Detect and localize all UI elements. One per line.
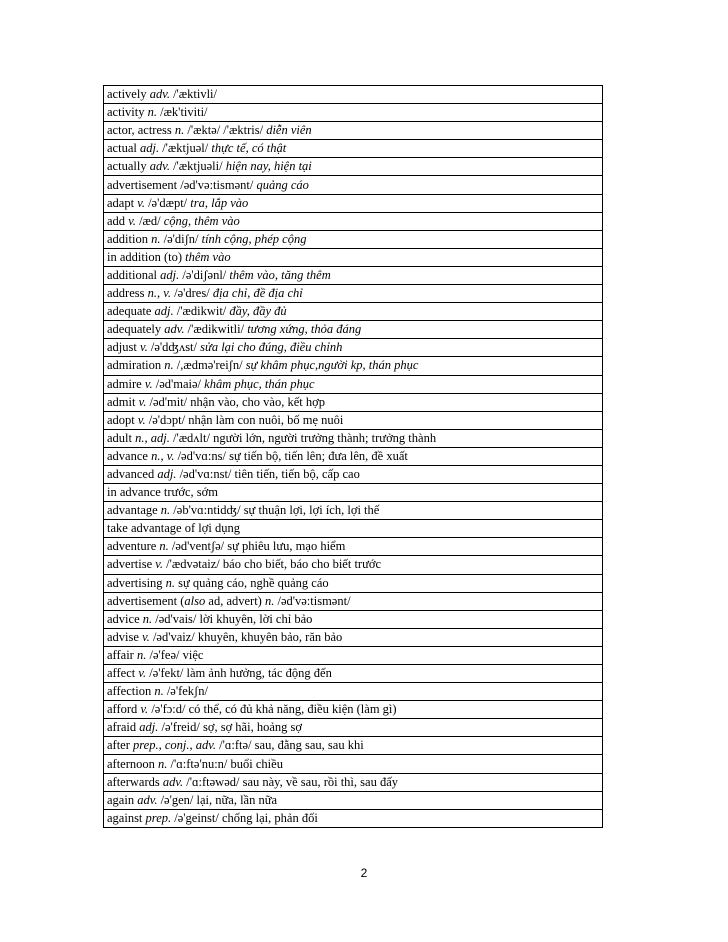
entry-cell — [104, 538, 603, 556]
entry-word: additional — [107, 267, 157, 282]
entry-word: actual — [107, 141, 137, 156]
entry-cell — [104, 755, 603, 773]
entry-meaning: lời khuyên, lời chỉ bảo — [199, 611, 313, 626]
entry-pos: n. — [164, 358, 174, 373]
entry-word: advance — [107, 448, 148, 463]
entry-word: afternoon — [107, 756, 155, 771]
entry-word: advertising — [107, 575, 163, 590]
entry-meaning: người lớn, người trưởng thành; trưởng thành — [213, 430, 437, 445]
entry-ipa: /əd'maiə/ — [155, 376, 202, 391]
table-row — [104, 104, 603, 122]
entry-pos: n. — [151, 231, 161, 246]
table-row — [104, 556, 603, 574]
entry-word: again — [107, 792, 135, 807]
entry-pos: v. — [155, 557, 163, 572]
entry-cell — [104, 628, 603, 646]
entry-cell — [104, 429, 603, 447]
entry-cell — [104, 411, 603, 429]
entry-meaning: cộng, thêm vào — [163, 213, 240, 228]
entry-word: in advance — [107, 485, 161, 500]
entry-also-label: also — [184, 593, 206, 608]
entry-cell — [104, 230, 603, 248]
vocabulary-table — [103, 85, 603, 828]
entry-pos: v. — [138, 394, 147, 409]
entry-ipa: /ə'geinst/ — [174, 810, 219, 825]
entry-meaning: sự quảng cáo, nghề quảng cáo — [178, 575, 329, 590]
entry-meaning: trước, sớm — [163, 485, 218, 500]
entry-cell: advertisement (also ad, advert) n. /əd'və:tismənt/ — [104, 592, 603, 610]
entry-word: addition — [107, 231, 148, 246]
entry-meaning: báo cho biết, báo cho biết trước — [222, 557, 382, 572]
entry-word: advertisement — [107, 177, 178, 192]
entry-meaning: có thể, có đủ khả năng, điều kiện (làm gì) — [188, 702, 397, 717]
entry-cell — [104, 502, 603, 520]
entry-meaning: nhận làm con nuôi, bố mẹ nuôi — [188, 412, 344, 427]
entry-word: after — [107, 738, 130, 753]
entry-ipa: /'ædʌlt/ — [172, 430, 210, 445]
entry-word: address — [107, 286, 145, 301]
entry-pos: adj. — [157, 467, 177, 482]
entry-ipa: /'æktivli/ — [173, 87, 218, 102]
entry-meaning: sự khâm phục,người kp, thán phục — [245, 358, 419, 373]
table-row — [104, 809, 603, 827]
table-row — [104, 158, 603, 176]
entry-cell — [104, 556, 603, 574]
entry-pos: n. — [264, 593, 275, 608]
entry-pos: n. — [165, 575, 176, 590]
entry-pos: v. — [142, 629, 150, 644]
entry-meaning: tra, lắp vào — [190, 195, 249, 210]
entry-ipa: /æd/ — [139, 213, 161, 228]
entry-cell — [104, 194, 603, 212]
entry-meaning: hiện nay, hiện tại — [225, 159, 312, 174]
entry-cell — [104, 122, 603, 140]
entry-cell — [104, 791, 603, 809]
entry-word: against — [107, 810, 143, 825]
table-row — [104, 484, 603, 502]
entry-ipa: /'ɑ:ftəwəd/ — [186, 774, 240, 789]
entry-cell — [104, 737, 603, 755]
entry-pos: n., v. — [151, 448, 175, 463]
entry-cell — [104, 574, 603, 592]
entry-cell — [104, 773, 603, 791]
entry-ipa: /'æktjuəli/ — [173, 159, 223, 174]
entry-pos: adv. — [149, 87, 170, 102]
entry-meaning: sự tiến bộ, tiến lên; đưa lên, đề xuất — [229, 448, 408, 463]
entry-ipa: /əd'vɑ:ns/ — [177, 448, 226, 463]
entry-ipa: /əd'vaiz/ — [152, 629, 195, 644]
page-number: 2 — [360, 866, 368, 880]
entry-ipa: /ə'gen/ — [160, 792, 194, 807]
table-row — [104, 773, 603, 791]
entry-cell — [104, 465, 603, 483]
entry-meaning: thêm vào — [185, 249, 231, 264]
table-row — [104, 285, 603, 303]
table-row — [104, 321, 603, 339]
entry-cell — [104, 701, 603, 719]
table-row — [104, 230, 603, 248]
entry-ipa: /əd'və:tismənt/ — [277, 593, 351, 608]
table-row — [104, 719, 603, 737]
table-row — [104, 646, 603, 664]
entry-ipa: /əd'mit/ — [149, 394, 188, 409]
table-row — [104, 393, 603, 411]
entry-cell — [104, 357, 603, 375]
table-row — [104, 266, 603, 284]
entry-word: actively — [107, 87, 147, 102]
entry-meaning: khâm phục, thán phục — [204, 376, 315, 391]
entry-pos: v. — [137, 412, 146, 427]
entry-word: advice — [107, 611, 140, 626]
entry-word: take advantage of — [107, 521, 196, 536]
table-row — [104, 791, 603, 809]
table-row — [104, 411, 603, 429]
entry-ipa: /ə'diʃənl/ — [182, 267, 227, 282]
entry-pos: adv. — [164, 322, 185, 337]
table-row — [104, 465, 603, 483]
entry-ipa: /ə'dʤʌst/ — [150, 340, 198, 355]
entry-word: activity — [107, 105, 145, 120]
entry-word: affair — [107, 647, 134, 662]
entry-meaning: thực tế, có thật — [211, 141, 287, 156]
entry-word: adequately — [107, 322, 162, 337]
table-row — [104, 574, 603, 592]
entry-word: affection — [107, 684, 152, 699]
entry-ipa: /ə'fɔ:d/ — [151, 702, 186, 717]
entry-meaning: sửa lại cho đúng, điều chỉnh — [200, 340, 343, 355]
entry-ipa: /'ædikwit/ — [176, 304, 227, 319]
entry-cell — [104, 683, 603, 701]
table-row — [104, 520, 603, 538]
entry-ipa: /ə'dæpt/ — [148, 195, 188, 210]
entry-word: admire — [107, 376, 142, 391]
table-row — [104, 339, 603, 357]
entry-word: in addition (to) — [107, 249, 182, 264]
entry-meaning: sự phiêu lưu, mạo hiểm — [227, 539, 346, 554]
entry-word: adventure — [107, 539, 157, 554]
table-row — [104, 194, 603, 212]
table-row — [104, 447, 603, 465]
entry-meaning: sau, đằng sau, sau khi — [254, 738, 364, 753]
entry-word: adjust — [107, 340, 137, 355]
table-row — [104, 755, 603, 773]
entry-meaning: diễn viên — [266, 123, 312, 138]
entry-pos: n., adj. — [135, 430, 170, 445]
entry-cell — [104, 375, 603, 393]
entry-pos: n. — [158, 756, 168, 771]
entry-word: add — [107, 213, 126, 228]
entry-cell — [104, 610, 603, 628]
entry-meaning: sự thuận lợi, lợi ích, lợi thế — [243, 503, 380, 518]
entry-cell — [104, 86, 603, 104]
entry-word: afraid — [107, 720, 137, 735]
entry-pos: prep. — [145, 810, 172, 825]
entry-cell — [104, 646, 603, 664]
entry-meaning: sợ, sợ hãi, hoảng sợ — [202, 720, 302, 735]
entry-word: adequate — [107, 304, 152, 319]
entry-ipa: /,ædmə'reiʃn/ — [176, 358, 243, 373]
entry-ipa: /'æktjuəl/ — [162, 141, 209, 156]
entry-pos: prep., conj., adv. — [133, 738, 216, 753]
entry-meaning: sau này, về sau, rồi thì, sau đấy — [242, 774, 398, 789]
entry-pos: v. — [137, 195, 145, 210]
entry-meaning: tương xứng, thỏa đáng — [247, 322, 362, 337]
entry-ipa: /'ædikwitli/ — [187, 322, 245, 337]
entry-cell — [104, 484, 603, 502]
entry-meaning: lại, nữa, lần nữa — [196, 792, 278, 807]
entry-word: advertise — [107, 557, 153, 572]
entry-word: admiration — [107, 358, 162, 373]
entry-pos: n. — [159, 539, 169, 554]
entry-cell — [104, 339, 603, 357]
entry-pos: v. — [144, 376, 153, 391]
entry-cell — [104, 176, 603, 194]
entry-ipa: /'ɑ:ftə'nu:n/ — [170, 756, 228, 771]
entry-word: affect — [107, 666, 136, 681]
entry-meaning: nhận vào, cho vào, kết hợp — [190, 394, 325, 409]
entry-ipa: /əd'və:tismənt/ — [180, 177, 254, 192]
entry-word: admit — [107, 394, 136, 409]
entry-meaning: buổi chiều — [230, 756, 283, 771]
entry-cell — [104, 665, 603, 683]
entry-word: adult — [107, 430, 132, 445]
entry-word: advanced — [107, 467, 155, 482]
table-row — [104, 303, 603, 321]
entry-word: adapt — [107, 195, 135, 210]
entry-meaning: tiên tiến, tiến bộ, cấp cao — [234, 467, 360, 482]
table-row — [104, 86, 603, 104]
entry-cell — [104, 447, 603, 465]
entry-ipa: /əb'vɑ:ntidʤ/ — [173, 503, 241, 518]
entry-word: actually — [107, 159, 147, 174]
entry-meaning: thêm vào, tăng thêm — [229, 267, 331, 282]
table-row — [104, 429, 603, 447]
entry-cell — [104, 719, 603, 737]
entry-cell — [104, 393, 603, 411]
entry-ipa: /ə'fekt/ — [149, 666, 184, 681]
entry-ipa: /'ɑ:ftə/ — [219, 738, 252, 753]
table-row — [104, 538, 603, 556]
entry-word: actor, actress — [107, 123, 172, 138]
entry-ipa: /əd'vɑ:nst/ — [179, 467, 232, 482]
entry-word: advise — [107, 629, 139, 644]
entry-pos: n. — [174, 123, 185, 138]
entry-meaning: quảng cáo — [256, 177, 309, 192]
entry-pos: adv. — [137, 792, 158, 807]
entry-pos: adj. — [139, 720, 159, 735]
entry-ipa: /ə'freid/ — [161, 720, 200, 735]
table-row — [104, 140, 603, 158]
entry-word: afterwards — [107, 774, 160, 789]
entry-cell — [104, 303, 603, 321]
entry-word: adopt — [107, 412, 135, 427]
entry-meaning: làm ảnh hưởng, tác động đến — [186, 666, 332, 681]
table-row — [104, 357, 603, 375]
entry-word: advantage — [107, 503, 158, 518]
entry-pos: v. — [128, 213, 136, 228]
entry-meaning: địa chỉ, đề địa chỉ — [212, 286, 303, 301]
table-row — [104, 683, 603, 701]
entry-ipa: /ə'diʃn/ — [163, 231, 199, 246]
table-row — [104, 375, 603, 393]
entry-word: afford — [107, 702, 138, 717]
entry-pos: adj. — [139, 141, 160, 156]
entry-cell — [104, 809, 603, 827]
entry-cell — [104, 158, 603, 176]
table-row — [104, 176, 603, 194]
entry-ipa: /'ædvətaiz/ — [166, 557, 220, 572]
table-row — [104, 592, 603, 610]
entry-also-rest: ad, advert) — [208, 593, 262, 608]
table-row — [104, 610, 603, 628]
table-row — [104, 212, 603, 230]
entry-cell — [104, 104, 603, 122]
entry-pos: n. — [142, 611, 153, 626]
entry-pos: adv. — [149, 159, 170, 174]
table-row — [104, 122, 603, 140]
entry-cell — [104, 140, 603, 158]
entry-cell — [104, 321, 603, 339]
entry-pos: n. — [160, 503, 171, 518]
entry-cell — [104, 285, 603, 303]
entry-meaning: tính cộng, phép cộng — [201, 231, 307, 246]
entry-meaning: đầy, đầy đủ — [229, 304, 287, 319]
entry-pos: adv. — [162, 774, 184, 789]
entry-meaning: lợi dụng — [198, 521, 240, 536]
entry-pos: n., v. — [147, 286, 171, 301]
entry-pos: v. — [140, 702, 149, 717]
entry-ipa: /əd'ventʃə/ — [171, 539, 225, 554]
entry-pos: v. — [139, 340, 148, 355]
entry-cell — [104, 212, 603, 230]
entry-pos: adj. — [154, 304, 174, 319]
table-row — [104, 665, 603, 683]
table-row — [104, 502, 603, 520]
entry-word: advertisement — [107, 593, 178, 608]
entry-ipa: /ə'dɔpt/ — [148, 412, 186, 427]
entry-ipa: /'æktə/ /'æktris/ — [187, 123, 264, 138]
entry-cell — [104, 520, 603, 538]
entry-pos: n. — [136, 647, 147, 662]
entry-pos: v. — [138, 666, 147, 681]
entry-pos: adj. — [160, 267, 180, 282]
entry-ipa: /ə'feə/ — [149, 647, 180, 662]
entry-meaning: việc — [182, 647, 204, 662]
entry-pos: n. — [154, 684, 164, 699]
table-row — [104, 737, 603, 755]
table-row — [104, 701, 603, 719]
table-row — [104, 628, 603, 646]
entry-ipa: /əd'vais/ — [155, 611, 197, 626]
entry-ipa: /ə'dres/ — [174, 286, 210, 301]
entry-ipa: /æk'tiviti/ — [160, 105, 208, 120]
table-row — [104, 248, 603, 266]
entry-cell — [104, 266, 603, 284]
entry-cell — [104, 248, 603, 266]
entry-pos: n. — [147, 105, 157, 120]
entry-meaning: khuyên, khuyên bảo, răn bảo — [197, 629, 343, 644]
entry-ipa: /ə'fekʃn/ — [166, 684, 208, 699]
vocabulary-table-body — [104, 86, 603, 828]
entry-meaning: chống lại, phản đối — [221, 810, 318, 825]
